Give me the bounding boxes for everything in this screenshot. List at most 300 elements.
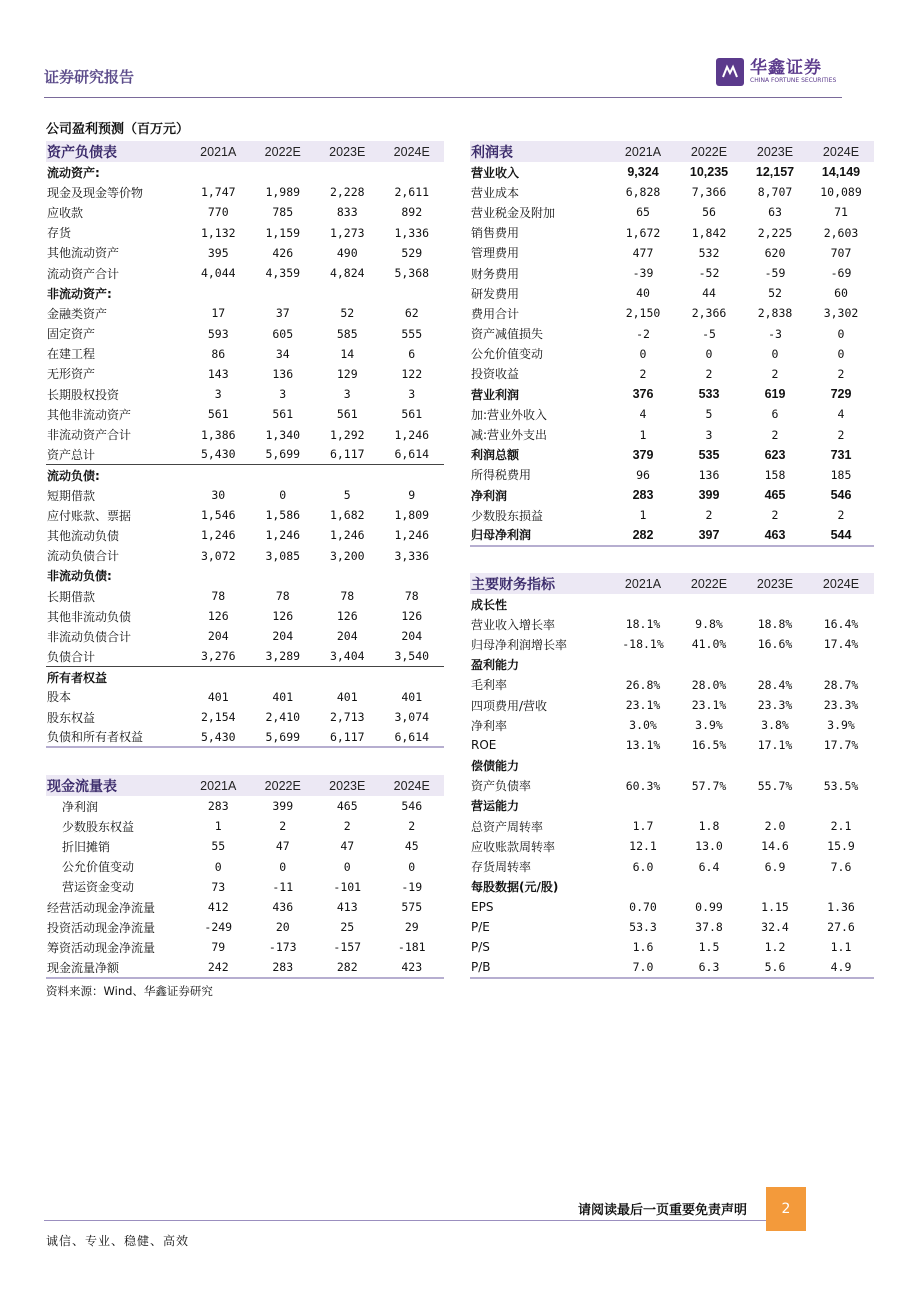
row-value: 2,150 — [625, 306, 661, 321]
row-value: 6,614 — [380, 727, 445, 747]
table-row — [46, 283, 444, 303]
row-value: 2,410 — [265, 710, 301, 725]
row-value: 4 — [639, 407, 647, 422]
table-row — [470, 485, 874, 505]
table-row — [46, 303, 444, 323]
table-row — [470, 525, 874, 545]
row-label: 流动资产: — [47, 165, 100, 180]
forecast-section-title: 公司盈利预测（百万元） — [46, 122, 190, 137]
row-value: 28.7% — [823, 677, 859, 692]
row-label: ROE — [471, 738, 497, 753]
row-value: 2 — [837, 366, 845, 381]
row-value — [380, 667, 445, 687]
row-value: 436 — [272, 900, 294, 915]
row-value: 2 — [771, 366, 779, 381]
row-value: 17.1% — [757, 738, 793, 753]
row-value: 1,842 — [691, 225, 727, 240]
table-title: 主要财务指标 — [470, 573, 610, 594]
row-value: 4,044 — [200, 266, 236, 281]
row-value: 0 — [837, 326, 845, 341]
row-value: 395 — [207, 245, 229, 260]
row-value: 158 — [764, 467, 786, 482]
row-value: 126 — [207, 609, 229, 624]
row-label: 非流动资产合计 — [47, 428, 132, 443]
row-value: 0 — [214, 859, 222, 874]
row-label: 股东权益 — [47, 710, 96, 725]
row-value: 1.5 — [698, 940, 720, 955]
row-value: 0 — [705, 346, 713, 361]
row-value: -101 — [333, 879, 362, 894]
row-value: 26.8% — [625, 677, 661, 692]
row-value: 60 — [834, 286, 848, 301]
table-row — [470, 634, 874, 654]
row-value: 185 — [830, 467, 852, 482]
row-value: 1.2 — [764, 940, 786, 955]
row-value: 1,246 — [329, 528, 365, 543]
row-value — [742, 877, 808, 897]
row-value: 13.0 — [695, 839, 723, 854]
row-value: 555 — [401, 326, 423, 341]
row-value: -52 — [698, 266, 720, 281]
row-value: 620 — [764, 245, 786, 260]
row-label: 流动负债: — [47, 468, 100, 483]
row-value: 14.6 — [761, 839, 789, 854]
row-value: 5,699 — [251, 727, 316, 747]
row-label: 加:营业外收入 — [471, 407, 548, 422]
row-value: 401 — [207, 689, 229, 704]
row-value — [380, 162, 445, 182]
table-row — [470, 675, 874, 695]
year-header: 2023E — [742, 141, 808, 162]
row-value: 546 — [401, 799, 423, 814]
row-value: 10,235 — [689, 165, 729, 180]
row-value: 2.1 — [830, 819, 852, 834]
table-row — [470, 877, 874, 897]
table-row — [470, 715, 874, 735]
row-label: 管理费用 — [471, 246, 520, 261]
row-label: 金融类资产 — [47, 306, 108, 321]
row-label: 应收款 — [47, 205, 84, 220]
row-value: -2 — [636, 326, 650, 341]
row-value — [808, 655, 874, 675]
table-row — [46, 445, 444, 465]
row-value: 2,366 — [691, 306, 727, 321]
row-value: 3,200 — [329, 548, 365, 563]
row-value: 9 — [408, 488, 416, 503]
table-row — [46, 505, 444, 525]
row-value: 17 — [211, 306, 226, 321]
row-value: 3 — [705, 427, 713, 442]
row-label: 在建工程 — [47, 347, 96, 362]
row-value: 204 — [272, 629, 294, 644]
row-value: 1,246 — [200, 528, 236, 543]
row-value — [808, 594, 874, 614]
row-value — [610, 655, 676, 675]
row-value: 533 — [698, 387, 720, 402]
row-value: 57.7% — [691, 778, 727, 793]
table-row — [46, 937, 444, 957]
row-value: 423 — [380, 958, 445, 978]
row-value: 6.4 — [698, 859, 720, 874]
row-value: 20 — [275, 920, 290, 935]
row-label: 少数股东权益 — [62, 819, 135, 834]
row-value: 477 — [632, 245, 654, 260]
row-value: 401 — [401, 689, 423, 704]
row-value: 3,540 — [380, 647, 445, 667]
row-value: 78 — [404, 589, 419, 604]
table-row — [470, 937, 874, 957]
row-value: 3,074 — [394, 710, 430, 725]
row-value: 2 — [771, 508, 779, 523]
row-value — [610, 756, 676, 776]
row-value: 2 — [837, 508, 845, 523]
row-value: 23.1% — [625, 698, 661, 713]
row-value: 1.36 — [827, 899, 855, 914]
row-value: 623 — [764, 447, 786, 462]
logo-name-cn: 华鑫证券 — [750, 58, 822, 78]
row-label: 资产总计 — [46, 445, 186, 465]
row-value: 6.9 — [764, 859, 786, 874]
disclaimer-note: 请阅读最后一页重要免责声明 — [578, 1203, 748, 1218]
row-value: 3 — [343, 387, 351, 402]
row-value: 401 — [272, 689, 294, 704]
row-value — [186, 283, 251, 303]
row-value: 204 — [401, 629, 423, 644]
table-header-row — [470, 141, 874, 162]
row-value — [742, 594, 808, 614]
row-value: 1,273 — [329, 225, 365, 240]
row-value: 47 — [340, 839, 355, 854]
cashflow-table — [46, 775, 444, 979]
table-row — [470, 917, 874, 937]
table-row — [46, 958, 444, 978]
row-label: 短期借款 — [47, 488, 96, 503]
row-value: 490 — [336, 245, 358, 260]
row-label: 营业税金及附加 — [471, 205, 556, 220]
row-value: 544 — [808, 525, 874, 545]
row-value: 1,546 — [200, 508, 236, 523]
row-value — [610, 796, 676, 816]
row-label: 流动负债合计 — [47, 549, 120, 564]
row-value: 575 — [401, 900, 423, 915]
row-label: P/B — [470, 957, 610, 977]
table-row — [470, 776, 874, 796]
row-value: 5,699 — [251, 445, 316, 465]
row-value: 8,707 — [757, 185, 793, 200]
row-label: 存货周转率 — [471, 860, 532, 875]
row-value: -5 — [702, 326, 716, 341]
row-value — [315, 465, 380, 485]
row-value: 2,154 — [200, 710, 236, 725]
table-row — [46, 424, 444, 444]
row-value: 4,824 — [329, 266, 365, 281]
data-source-note: 资料来源：Wind、华鑫证券研究 — [46, 984, 213, 998]
row-value: 3.9% — [827, 718, 855, 733]
row-value: 12.1 — [629, 839, 657, 854]
row-value: 0 — [343, 859, 351, 874]
row-value: 2,228 — [329, 185, 365, 200]
year-header: 2024E — [808, 141, 874, 162]
row-value — [186, 465, 251, 485]
row-value: 892 — [401, 205, 423, 220]
row-value: 7,366 — [691, 185, 727, 200]
row-value — [676, 796, 742, 816]
table-header-row — [470, 573, 874, 594]
row-value: 32.4 — [761, 920, 789, 935]
row-value: 1,747 — [200, 185, 236, 200]
year-header: 2024E — [808, 573, 874, 594]
table-row — [470, 364, 874, 384]
row-value: 7.6 — [830, 859, 852, 874]
row-value: 6.0 — [632, 859, 654, 874]
table-row — [46, 202, 444, 222]
row-value: 2 — [771, 427, 779, 442]
table-row — [46, 404, 444, 424]
row-value: 1.15 — [761, 899, 789, 914]
row-value: 40 — [636, 286, 650, 301]
row-value: 52 — [340, 306, 355, 321]
logo-mark-icon — [716, 58, 744, 86]
row-value: 37.8 — [695, 920, 723, 935]
table-row — [470, 424, 874, 444]
row-label: 毛利率 — [471, 678, 508, 693]
row-value: 0.70 — [629, 899, 657, 914]
row-value: 78 — [340, 589, 355, 604]
table-row — [470, 735, 874, 755]
row-value: 6.3 — [676, 957, 742, 977]
row-value: 23.3% — [823, 698, 859, 713]
row-label: 盈利能力 — [471, 658, 520, 673]
row-value: 78 — [211, 589, 226, 604]
row-label: 应付账款、票据 — [47, 508, 132, 523]
year-header: 2024E — [380, 141, 445, 162]
row-label: 营业收入增长率 — [471, 617, 556, 632]
row-label: 营业利润 — [471, 387, 520, 402]
row-value: 136 — [698, 467, 720, 482]
row-value: 16.4% — [823, 617, 859, 632]
row-value: 2,225 — [757, 225, 793, 240]
row-value — [186, 667, 251, 687]
table-row — [470, 655, 874, 675]
row-value: 1.1 — [830, 940, 852, 955]
row-value — [676, 756, 742, 776]
row-value: 9.8% — [695, 617, 723, 632]
year-header: 2023E — [315, 775, 380, 796]
row-label: 偿债能力 — [471, 759, 520, 774]
row-label: 净利率 — [471, 718, 508, 733]
table-row — [46, 727, 444, 747]
row-value: 2 — [705, 508, 713, 523]
row-label: 财务费用 — [471, 266, 520, 281]
row-value: 44 — [702, 286, 716, 301]
row-value: 62 — [404, 306, 419, 321]
row-value: 0 — [408, 859, 416, 874]
row-value — [808, 756, 874, 776]
row-value: 561 — [207, 407, 229, 422]
row-label: 少数股东损益 — [471, 508, 544, 523]
table-row — [46, 243, 444, 263]
row-label: 其他流动资产 — [47, 246, 120, 261]
table-row — [470, 223, 874, 243]
row-value: 14,149 — [821, 165, 861, 180]
row-value: 3.8% — [761, 718, 789, 733]
row-value: 5 — [705, 407, 713, 422]
row-label: P/S — [471, 940, 490, 955]
row-value: 2 — [837, 427, 845, 442]
row-label: 利润总额 — [471, 448, 520, 463]
row-label: 负债和所有者权益 — [46, 727, 186, 747]
row-value: 30 — [211, 488, 226, 503]
row-value: 28.0% — [691, 677, 727, 692]
row-value: 2.0 — [764, 819, 786, 834]
year-header: 2023E — [315, 141, 380, 162]
row-label: 存货 — [47, 226, 72, 241]
row-value: -249 — [204, 920, 233, 935]
row-value — [676, 655, 742, 675]
row-value: 283 — [251, 958, 316, 978]
table-row — [46, 162, 444, 182]
row-value — [676, 877, 742, 897]
row-label: 投资收益 — [471, 367, 520, 382]
row-value: 1.7 — [632, 819, 654, 834]
year-header: 2022E — [676, 141, 742, 162]
table-row — [470, 594, 874, 614]
logo-name-en: CHINA FORTUNE SECURITIES — [750, 77, 837, 84]
row-value: 1,246 — [265, 528, 301, 543]
row-value: -69 — [830, 266, 852, 281]
header-divider — [44, 97, 842, 98]
row-value: 0 — [771, 346, 779, 361]
row-value: 18.8% — [757, 617, 793, 632]
row-value: 770 — [207, 205, 229, 220]
row-label: 其他非流动负债 — [47, 609, 132, 624]
table-row — [470, 344, 874, 364]
row-value: 1.6 — [632, 940, 654, 955]
row-value: 23.3% — [757, 698, 793, 713]
row-value: 1,159 — [265, 225, 301, 240]
row-value: 3,404 — [315, 647, 380, 667]
row-label: EPS — [471, 899, 494, 914]
row-value — [186, 162, 251, 182]
row-value — [742, 796, 808, 816]
table-row — [470, 404, 874, 424]
row-value: 52 — [768, 286, 782, 301]
row-value: 16.5% — [691, 738, 727, 753]
row-value: 5,430 — [186, 727, 251, 747]
table-row — [46, 384, 444, 404]
row-value: 10,089 — [820, 185, 862, 200]
table-row — [46, 566, 444, 586]
year-header: 2021A — [186, 775, 251, 796]
row-value: -19 — [401, 879, 423, 894]
row-value: 5.6 — [742, 957, 808, 977]
row-value: 465 — [764, 488, 786, 503]
row-value: 6,614 — [380, 445, 445, 465]
row-value — [380, 283, 445, 303]
row-value: 1,386 — [200, 427, 236, 442]
row-value: -3 — [768, 326, 782, 341]
row-label: 归母净利润增长率 — [471, 637, 568, 652]
table-title: 利润表 — [470, 141, 610, 162]
row-value: 2 — [639, 366, 647, 381]
row-label: 营业收入 — [471, 165, 520, 180]
row-value: 129 — [336, 366, 358, 381]
table-row — [46, 917, 444, 937]
row-label: 营运资金变动 — [62, 880, 135, 895]
table-row — [470, 283, 874, 303]
year-header: 2021A — [186, 141, 251, 162]
row-value: 2 — [408, 819, 416, 834]
row-value: 6 — [408, 346, 416, 361]
row-value: 29 — [404, 920, 419, 935]
row-value: 136 — [272, 366, 294, 381]
row-value — [742, 655, 808, 675]
table-title: 现金流量表 — [46, 775, 186, 796]
row-value: 3,072 — [200, 548, 236, 563]
row-value: 0 — [279, 859, 287, 874]
row-value: 16.6% — [757, 637, 793, 652]
row-value: 25 — [340, 920, 355, 935]
row-value: 1 — [214, 819, 222, 834]
table-row — [470, 162, 874, 182]
row-value: 2,713 — [329, 710, 365, 725]
row-value: 283 — [632, 488, 654, 503]
row-value: 282 — [610, 525, 676, 545]
row-value: 15.9 — [827, 839, 855, 854]
row-value: 126 — [272, 609, 294, 624]
row-label: 现金及现金等价物 — [47, 185, 144, 200]
table-row — [46, 857, 444, 877]
row-value: 619 — [764, 387, 786, 402]
row-value: 122 — [401, 366, 423, 381]
row-value: 1,246 — [394, 427, 430, 442]
row-label: 资产减值损失 — [471, 327, 544, 342]
row-label: 四项费用/营收 — [471, 698, 548, 713]
row-value: 14 — [340, 346, 355, 361]
row-value — [251, 566, 316, 586]
row-label: 减:营业外支出 — [471, 428, 548, 443]
row-value: 3 — [279, 387, 287, 402]
row-value: 463 — [742, 525, 808, 545]
row-label: 资产负债率 — [471, 779, 532, 794]
row-label: 股本 — [47, 690, 72, 705]
row-value: 204 — [336, 629, 358, 644]
row-value: 60.3% — [625, 778, 661, 793]
row-label: 销售费用 — [471, 226, 520, 241]
row-value: 65 — [636, 205, 650, 220]
row-label: 净利润 — [62, 799, 99, 814]
row-value: 731 — [830, 447, 852, 462]
row-value: 2,603 — [823, 225, 859, 240]
row-value: -11 — [272, 879, 294, 894]
row-value: 1,672 — [625, 225, 661, 240]
row-value: 529 — [401, 245, 423, 260]
row-value: 126 — [401, 609, 423, 624]
row-value: 3.0% — [629, 718, 657, 733]
row-label: 每股数据(元/股) — [471, 880, 559, 895]
row-label: 成长性 — [471, 597, 508, 612]
row-value — [251, 465, 316, 485]
row-value — [251, 283, 316, 303]
balance-sheet-table — [46, 141, 444, 748]
row-value: 27.6 — [827, 920, 855, 935]
row-label: 研发费用 — [471, 286, 520, 301]
row-value — [315, 283, 380, 303]
row-value: 3,302 — [823, 306, 859, 321]
table-row — [46, 525, 444, 545]
row-value — [186, 566, 251, 586]
row-value: 561 — [336, 407, 358, 422]
